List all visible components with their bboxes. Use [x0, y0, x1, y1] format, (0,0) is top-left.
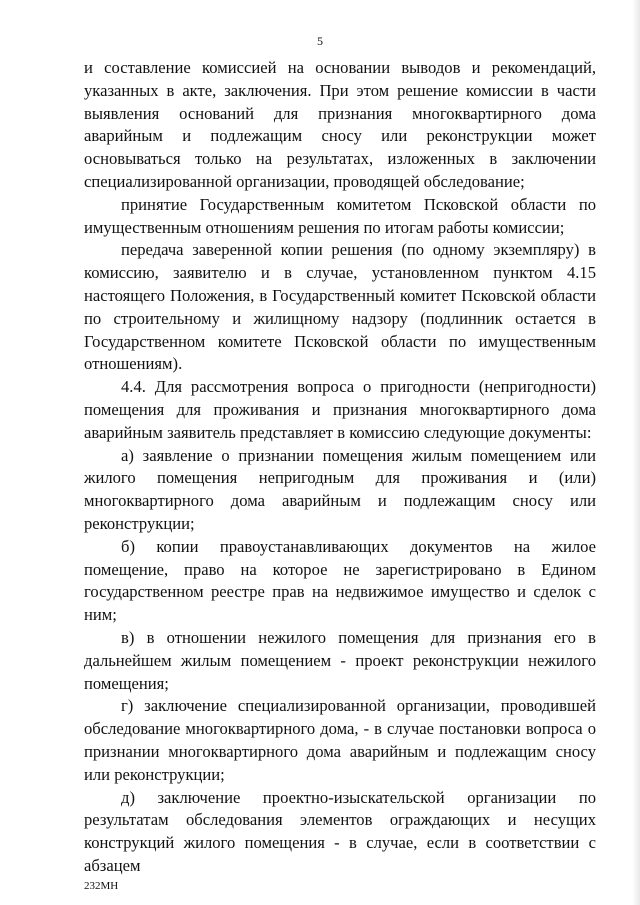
list-item-b: б) копии правоустанавливающих документов на жилое помещение, право на которое не зарегистрировано в Едином государственном реестре прав на недвижимое имущество и сделок с ним; [84, 536, 596, 625]
document-body [84, 57, 596, 878]
page-edge-shadow [632, 0, 640, 905]
list-item-g: г) заключение специализированной организации, проводившей обследование многоквартирного дома, - в случае постановки вопроса о признании многоквартирного дома аварийным и подлежащим сносу или реконструкции; [84, 696, 596, 784]
paragraph-copy-transfer: передача заверенной копии решения (по одному экземпляру) в комиссию, заявителю и в случае, установленном пунктом 4.15 настоящего Положения, в Государственный комитет Псковской области по строительному и жилищному надзору (подлинник остается в Государственном комитете Псковской области по имущественным отношениям). [84, 240, 596, 374]
page-number: 5 [317, 34, 323, 48]
document-code: 232МН [84, 880, 119, 892]
paragraph-continuation: и составление комиссией на основании выводов и рекомендаций, указанных в акте, заключения. При этом решение комиссии в части выявления оснований для признания многоквартирного дома аварийным и подлежащим сносу или реконструкции может основываться только на результатах, изложенных в заключении специализированной организации, проводящей обследование; [84, 58, 596, 191]
list-item-v: в) в отношении нежилого помещения для признания его в дальнейшем жилым помещением - проект реконструкции нежилого помещения; [84, 627, 596, 693]
paragraph-section-4-4: 4.4. Для рассмотрения вопроса о пригодности (непригодности) помещения для проживания и признания многоквартирного дома аварийным заявитель представляет в комиссию следующие документы: [84, 377, 596, 442]
list-item-d: д) заключение проектно-изыскательской организации по результатам обследования элементов ограждающих и несущих конструкций жилого помещения - в случае, если в соответствии с абзацем [84, 787, 596, 875]
list-item-a: а) заявление о признании помещения жилым помещением или жилого помещения непригодным для проживания и (или) многоквартирного дома аварийным и подлежащим сносу или реконструкции; [84, 445, 596, 533]
paragraph-decision-adoption: принятие Государственным комитетом Псковской области по имущественным отношениям решения по итогам работы комиссии; [84, 194, 596, 237]
